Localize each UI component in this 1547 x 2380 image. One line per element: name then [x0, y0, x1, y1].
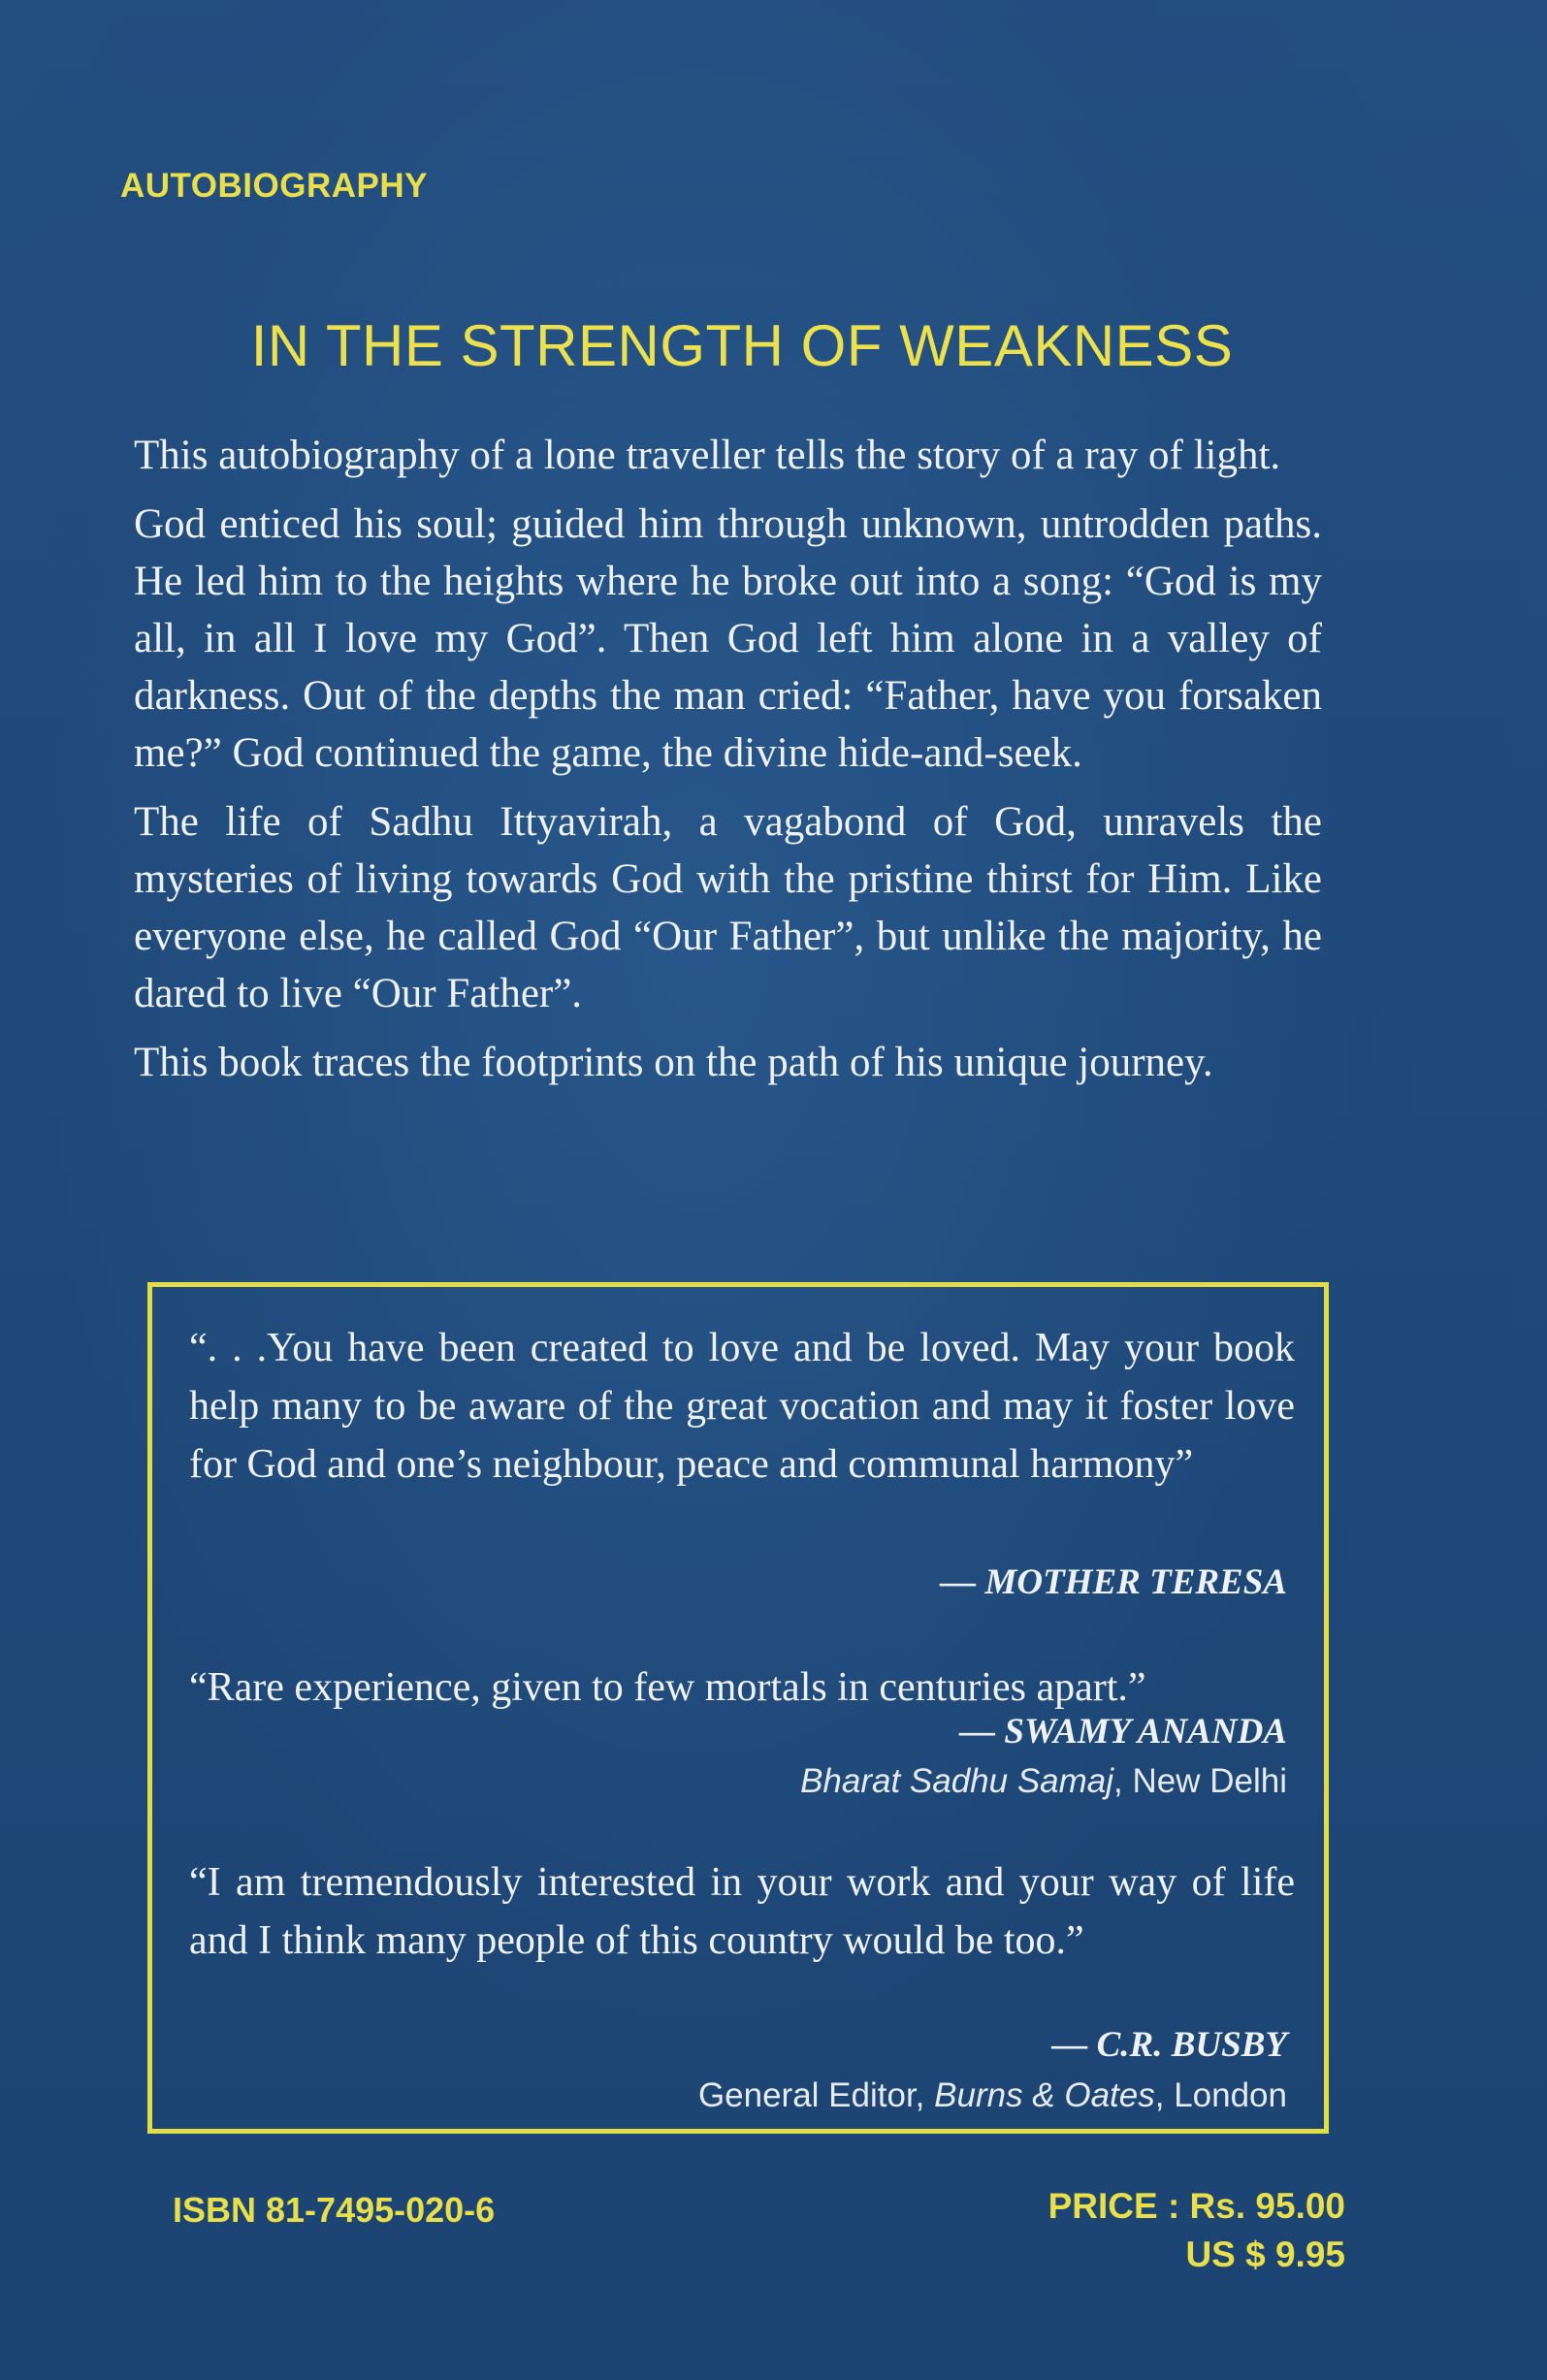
- blurb-paragraph-1: This autobiography of a lone traveller tells the story of a ray of light.: [134, 433, 1281, 478]
- affiliation-place: , London: [1154, 2076, 1287, 2114]
- endorsements-box: [147, 1282, 1329, 2134]
- blurb-paragraph-2: God enticed his soul; guided him through unknown, untrodden paths. He led him to the heights where he broke out into a song: “God is my all, in all I love my God”. Then God left him alone in a valley of darkness. Out of the depths the man cried: “Father, have you forsaken me?” God continued the game, the divine hide-and-seek.: [134, 501, 1322, 776]
- affiliation-place: , New Delhi: [1113, 1762, 1287, 1800]
- quote-swamy-ananda: “Rare experience, given to few mortals in centuries apart.”: [189, 1665, 1146, 1710]
- blurb-paragraph-4: This book traces the footprints on the path of his unique journey.: [134, 1040, 1213, 1085]
- affiliation-role: General Editor,: [697, 2076, 935, 2114]
- quote-mother-teresa: “. . .You have been created to love and be loved. May your book help many to be aware of the great vocation and may it foster love for God and one’s neighbour, peace and communal harmony”: [189, 1326, 1295, 1487]
- quote-cr-busby: “I am tremendously interested in your work and your way of life and I think many people of this country would be too.”: [189, 1860, 1295, 1963]
- isbn: ISBN 81-7495-020-6: [173, 2190, 496, 2230]
- affiliation-swamy-ananda: [800, 1762, 1287, 1801]
- affiliation-org: Burns & Oates: [934, 2076, 1155, 2114]
- attribution-swamy-ananda: — SWAMY ANANDA: [959, 1712, 1287, 1752]
- affiliation-org: Bharat Sadhu Samaj: [800, 1762, 1114, 1800]
- price-block: [1048, 2182, 1345, 2279]
- attribution-mother-teresa: — MOTHER TERESA: [940, 1562, 1287, 1602]
- blurb-paragraph-3: The life of Sadhu Ittyavirah, a vagabond of God, unravels the mysteries of living towards God with the pristine thirst for Him. Like everyone else, he called God “Our Father”, but unlike the majority, he dared to live “Our Father”.: [134, 799, 1322, 1016]
- category-label: AUTOBIOGRAPHY: [120, 167, 428, 205]
- affiliation-cr-busby: [698, 2076, 1287, 2115]
- attribution-cr-busby: — C.R. BUSBY: [1051, 2025, 1287, 2065]
- book-title: IN THE STRENGTH OF WEAKNESS: [250, 313, 1234, 378]
- price-rupees: PRICE : Rs. 95.00: [1047, 2186, 1345, 2226]
- blurb: [134, 427, 1322, 1103]
- price-usd: US $ 9.95: [1185, 2235, 1345, 2274]
